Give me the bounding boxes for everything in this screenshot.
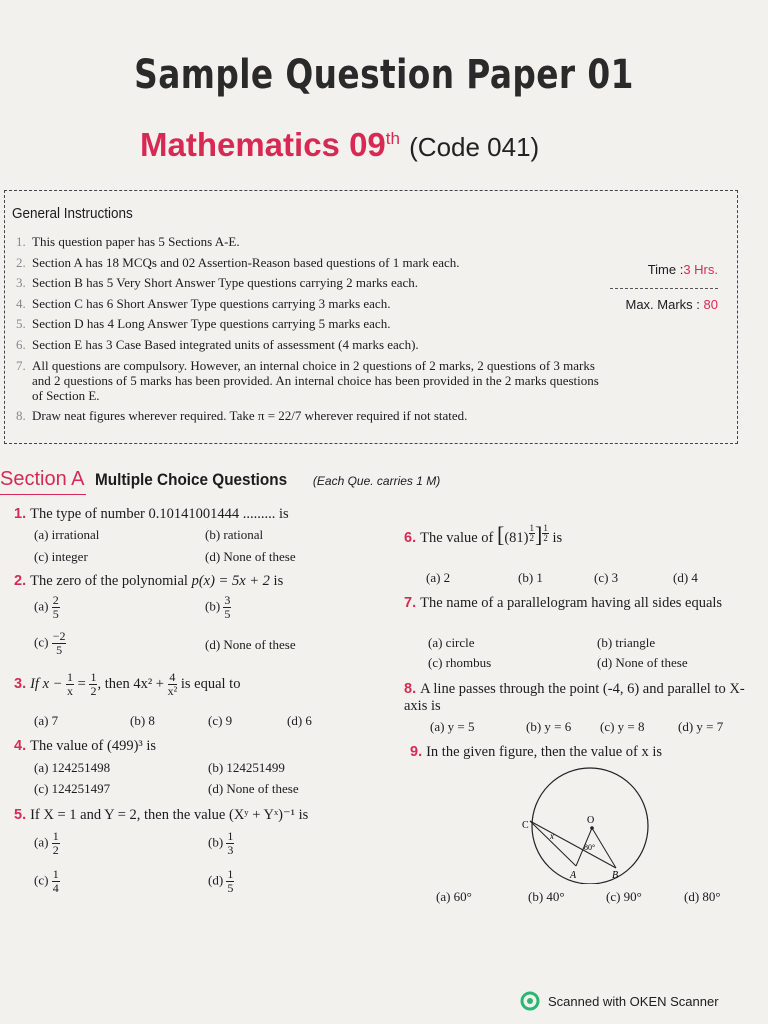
section-note: (Each Que. carries 1 M) (312, 474, 441, 488)
option: (b) 8 (130, 713, 155, 728)
instruction-item: 4. Section C has 6 Short Answer Type questions carrying 3 marks each. (16, 295, 391, 311)
subject-sup: th (385, 129, 400, 148)
option: (c) y = 8 (600, 719, 645, 734)
instruction-item: 7. All questions are compulsory. However, an internal choice in 2 questions of 2 marks, 2 questions of 3 marks and 2 questions of 5 marks has been provided. An internal choice has been provided in the 2 marks questions of Section E. (16, 358, 599, 403)
option: (a) $\frac{1}{2}$ (34, 829, 59, 857)
option: (b) rational (205, 527, 264, 542)
option: (a) 60° (436, 889, 472, 904)
option: (c) $\frac{-2}{5}$ (34, 629, 66, 657)
option: (d) y = 7 (678, 719, 724, 734)
subject-heading (140, 126, 539, 164)
question-7: 7. The name of a parallelogram having all sides equals (404, 595, 723, 611)
option: (d) None of these (597, 655, 688, 670)
label-c: C (522, 820, 529, 831)
question-9: 9. In the given figure, then the value of x is (410, 744, 663, 760)
option: (b) 124251499 (208, 760, 285, 775)
time-row: Time :3 Hrs. (647, 262, 718, 277)
instructions-list (16, 232, 606, 427)
segment-cb (530, 821, 616, 868)
label-b: B (612, 870, 619, 881)
instruction-item: 1. This question paper has 5 Sections A-E. (16, 234, 240, 249)
section-header (0, 468, 440, 491)
option: (d) 80° (684, 889, 721, 904)
label-a: A (570, 870, 577, 881)
option: (a) 124251498 (34, 760, 111, 775)
instruction-item: 5. Section D has 4 Long Answer Type questions carrying 5 marks each. (16, 316, 391, 331)
option: (b) y = 6 (526, 719, 572, 734)
subject-code: (Code 041) (409, 132, 540, 162)
option: (d) 6 (287, 713, 312, 728)
question-6: 6. The value of [(81) $^{\frac{1}{2}}$ ] $^{\frac{1}{2}}$ is (404, 522, 563, 547)
circle-figure (508, 766, 668, 884)
option: (a) 2 (426, 570, 451, 585)
circle-shape (532, 768, 648, 884)
marks-row: Max. Marks : 80 (625, 297, 718, 312)
option: (b) 40° (528, 889, 565, 904)
scanner-logo-icon (520, 991, 540, 1011)
option: (c) 90° (606, 889, 642, 904)
option: (a) y = 5 (430, 719, 475, 734)
option: (d) None of these (205, 637, 296, 652)
option: (a) irrational (34, 527, 100, 542)
label-80: 80° (584, 843, 596, 852)
label-x: x (550, 831, 554, 841)
question-3: 3. If x − $\frac{1}{x}$ = $\frac{1}{2}$ , then 4x² + $\frac{4}{\text{x²}}$ is equal to (14, 670, 241, 698)
subject-name: Mathematics 09 (140, 126, 386, 163)
question-2: 2. The zero of the polynomial p(x) = 5x + 2 is (14, 573, 284, 589)
option: (c) $\frac{1}{4}$ (34, 867, 59, 895)
option: (c) 3 (594, 570, 619, 585)
instruction-item: 2. Section A has 18 MCQs and 02 Assertion-Reason based questions of 1 mark each. (16, 254, 460, 270)
question-4: 4. The value of (499)³ is (14, 738, 157, 754)
option: (a) circle (428, 635, 475, 650)
option: (d) None of these (208, 781, 299, 796)
instruction-item: 8. Draw neat figures wherever required. Take π = 22/7 wherever required if not stated. (16, 408, 468, 423)
option: (b) $\frac{1}{3}$ (208, 829, 234, 857)
segment-ca (530, 821, 576, 866)
option: (b) 1 (518, 570, 543, 585)
option: (d) $\frac{1}{5}$ (208, 867, 234, 895)
label-o: O (587, 815, 595, 826)
instruction-item: 3. Section B has 5 Very Short Answer Type questions carrying 2 marks each. (16, 275, 419, 290)
question-5: 5. If X = 1 and Y = 2, then the value (Xʸ + Yˣ)⁻¹ is (14, 807, 309, 823)
option: (c) rhombus (428, 655, 492, 670)
divider (610, 288, 718, 289)
option: (b) $\frac{3}{5}$ (205, 593, 231, 621)
question-1: 1. The type of number 0.10141001444 ......... is (14, 506, 289, 522)
paper-title: Sample Question Paper 01 (134, 52, 634, 98)
instructions-heading: General Instructions (12, 205, 133, 222)
section-title: Multiple Choice Questions (94, 470, 288, 489)
option: (d) None of these (205, 549, 296, 564)
instruction-item: 6. Section E has 3 Case Based integrated units of assessment (4 marks each). (16, 336, 419, 352)
scanner-watermark (520, 991, 719, 1011)
option: (c) integer (34, 549, 88, 564)
option: (a) $\frac{2}{5}$ (34, 593, 59, 621)
scanner-text: Scanned with OKEN Scanner (548, 993, 719, 1009)
option: (c) 124251497 (34, 781, 111, 796)
center-point (590, 826, 594, 830)
option: (c) 9 (208, 713, 233, 728)
section-underline (0, 494, 86, 495)
option: (a) 7 (34, 713, 59, 728)
section-name: Section A (0, 468, 85, 490)
question-8: 8. A line passes through the point (-4, 6) and parallel to X-axis is (404, 681, 745, 714)
option: (b) triangle (597, 635, 656, 650)
option: (d) 4 (673, 570, 698, 585)
time-marks-block (610, 262, 718, 317)
